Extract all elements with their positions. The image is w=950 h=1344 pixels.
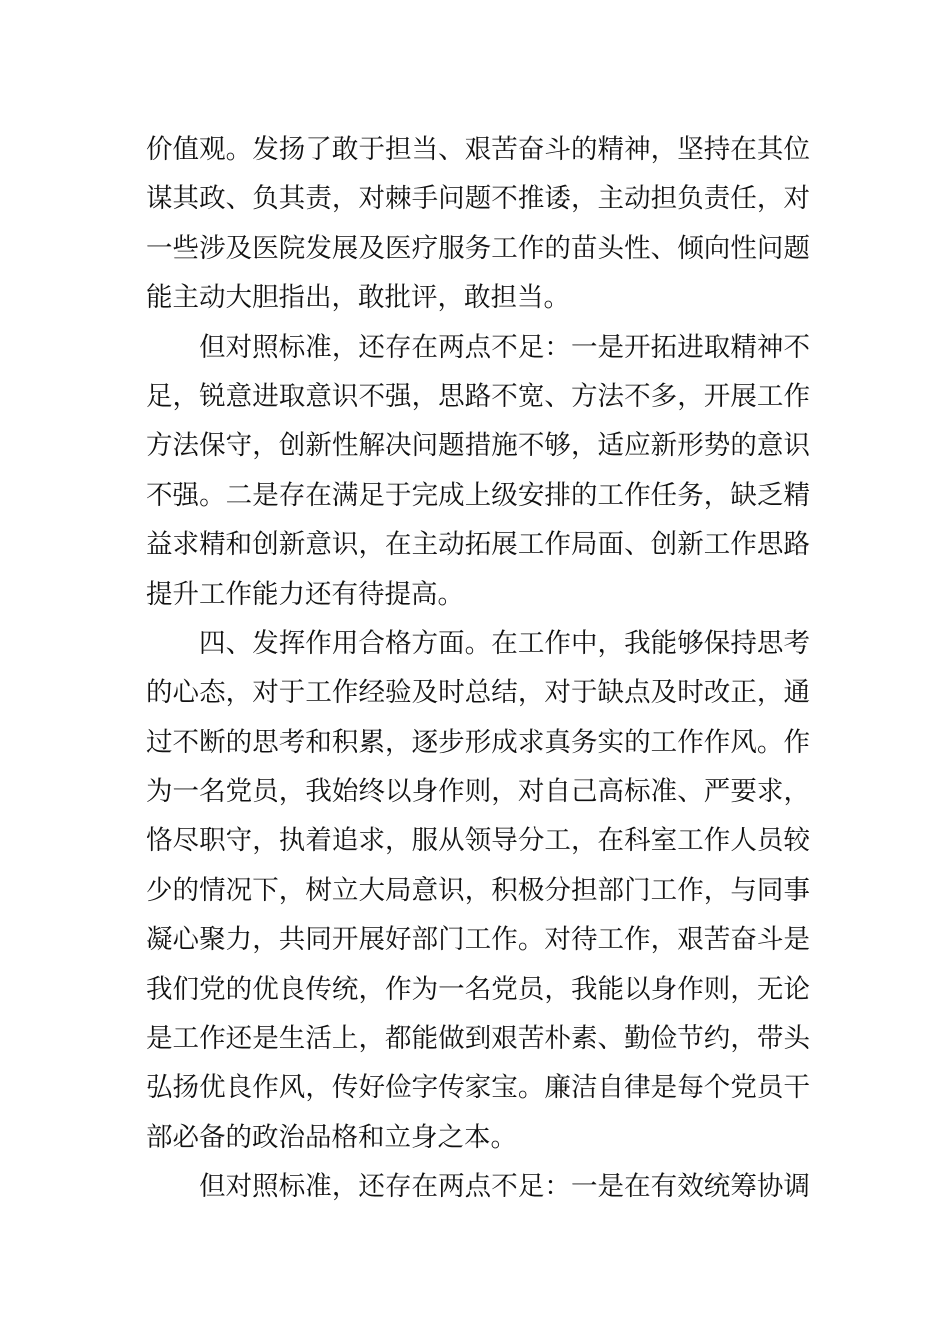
text-line-11: 四、发挥作用合格方面。在工作中，我能够保持思考: [199, 627, 810, 659]
text-line-15: 恪尽职守，执着追求，服从领导分工，在科室工作人员较: [146, 825, 810, 857]
text-line-20: 弘扬优良作风，传好俭字传家宝。廉洁自律是每个党员干: [146, 1072, 810, 1104]
text-line-5: 但对照标准，还存在两点不足：一是开拓进取精神不: [199, 331, 810, 363]
text-line-13: 过不断的思考和积累，逐步形成求真务实的工作作风。作: [146, 726, 810, 758]
text-line-22: 但对照标准，还存在两点不足：一是在有效统筹协调: [199, 1171, 810, 1203]
text-line-10: 提升工作能力还有待提高。: [146, 578, 464, 610]
text-line-14: 为一名党员，我始终以身作则，对自己高标准、严要求，: [146, 776, 810, 808]
document-body: [146, 125, 810, 1212]
text-line-1: 价值观。发扬了敢于担当、艰苦奋斗的精神，坚持在其位: [146, 134, 810, 165]
text-line-3: 一些涉及医院发展及医疗服务工作的苗头性、倾向性问题: [146, 232, 810, 264]
text-line-21: 部必备的政治品格和立身之本。: [146, 1121, 517, 1153]
text-line-18: 我们党的优良传统，作为一名党员，我能以身作则，无论: [146, 973, 810, 1005]
text-line-12: 的心态，对于工作经验及时总结，对于缺点及时改正，通: [146, 677, 810, 709]
text-line-16: 少的情况下，树立大局意识，积极分担部门工作，与同事: [146, 874, 810, 906]
text-line-6: 足，锐意进取意识不强，思路不宽、方法不多，开展工作: [146, 380, 810, 412]
text-line-17: 凝心聚力，共同开展好部门工作。对待工作，艰苦奋斗是: [146, 924, 810, 956]
text-line-9: 益求精和创新意识，在主动拓展工作局面、创新工作思路: [146, 529, 810, 561]
text-line-4: 能主动大胆指出，敢批评，敢担当。: [146, 282, 570, 314]
text-line-8: 不强。二是存在满足于完成上级安排的工作任务，缺乏精: [146, 479, 810, 511]
text-line-19: 是工作还是生活上，都能做到艰苦朴素、勤俭节约，带头: [146, 1023, 810, 1055]
text-line-7: 方法保守，创新性解决问题措施不够，适应新形势的意识: [146, 430, 810, 462]
text-line-2: 谋其政、负其责，对棘手问题不推诿，主动担负责任，对: [146, 183, 810, 215]
